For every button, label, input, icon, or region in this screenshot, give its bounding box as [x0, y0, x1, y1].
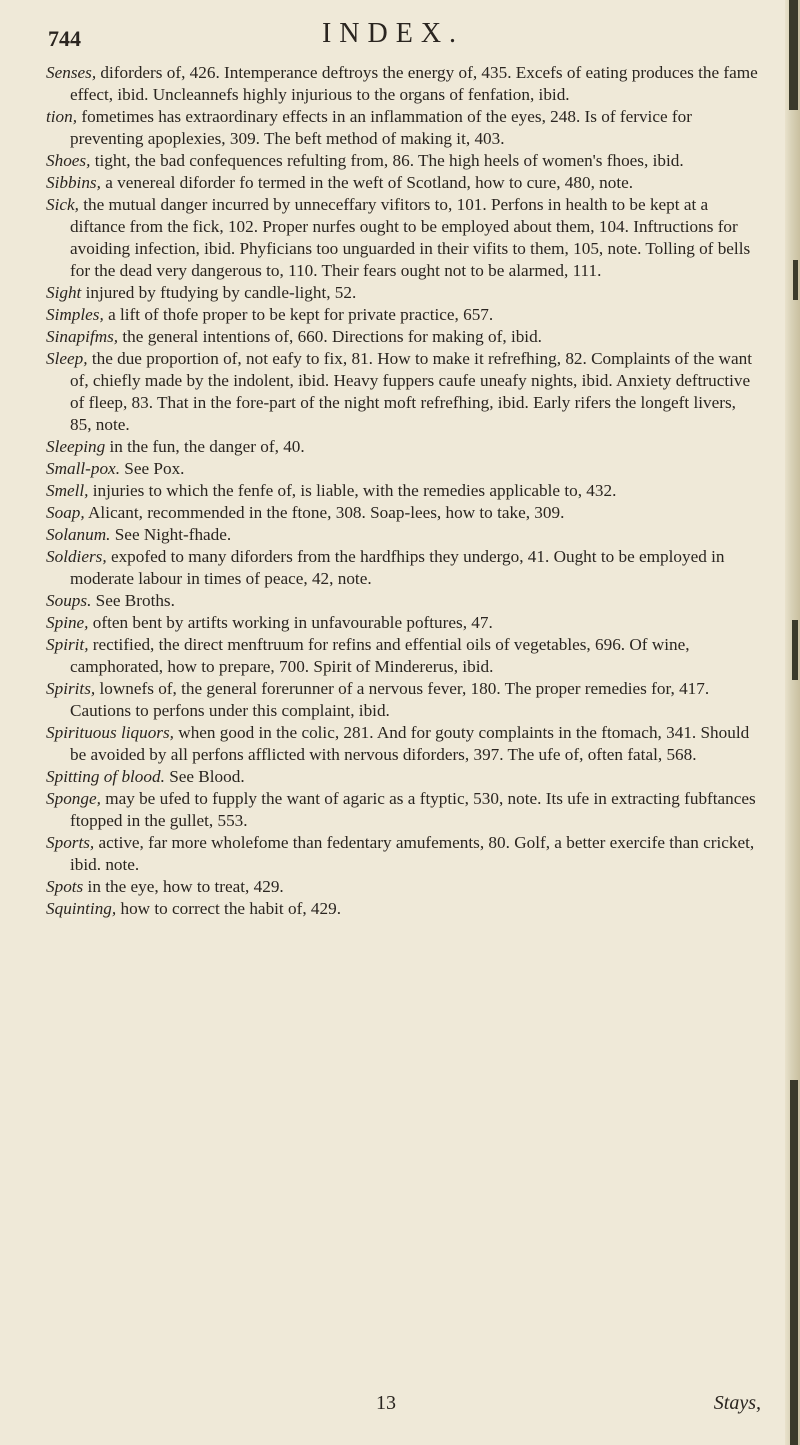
entry-text: may be ufed to fupply the want of agaric as a ftyptic, 530, note. Its ufe in extracting fubftances ftopped in the gullet, 553. [70, 789, 756, 830]
entry-heading: Simples, [46, 305, 104, 324]
index-entry [46, 612, 761, 634]
entry-text: See Broths. [91, 591, 175, 610]
index-entry [46, 304, 761, 326]
entry-text: expofed to many diforders from the hardfhips they undergo, 41. Ought to be employed in moderate labour in times of peace, 42, note. [70, 547, 725, 588]
entry-heading: Shoes, [46, 151, 91, 170]
page-header [48, 18, 738, 54]
entry-text: See Blood. [164, 767, 245, 786]
entry-text: diforders of, 426. Intemperance deftroys the energy of, 435. Excefs of eating produces the fame effect, ibid. Uncleannefs highly injurious to the organs of fenfation, ibid. [70, 63, 758, 104]
index-entry [46, 436, 761, 458]
entry-heading: Spirits, [46, 679, 96, 698]
entry-text: often bent by artifts working in unfavourable poftures, 47. [88, 613, 493, 632]
index-entry [46, 546, 761, 590]
entry-heading: Sleep, [46, 349, 88, 368]
entry-heading: Sleeping [46, 437, 106, 456]
index-entry [46, 788, 761, 832]
page-number: 744 [48, 26, 81, 51]
index-entry [46, 634, 761, 678]
page-title: INDEX. [321, 18, 465, 49]
entry-text: See Pox. [120, 459, 185, 478]
entry-heading: Squinting, [46, 899, 117, 918]
signature-mark: 13 [376, 1392, 396, 1414]
index-entry [46, 722, 761, 766]
entry-heading: Smell, [46, 481, 89, 500]
index-entry [46, 282, 761, 304]
entry-text: injuries to which the fenfe of, is liable, with the remedies applicable to, 432. [88, 481, 617, 500]
index-entry [46, 678, 761, 722]
entry-text: Alicant, recommended in the ftone, 308. Soap-lees, how to take, 309. [84, 503, 565, 522]
entry-text: the general intentions of, 660. Directions for making of, ibid. [118, 327, 542, 346]
entry-text: a lift of thofe proper to be kept for private practice, 657. [103, 305, 494, 324]
entry-heading: Sick, [46, 195, 79, 214]
entry-heading: Sibbins, [46, 173, 101, 192]
index-entry [46, 194, 761, 282]
entry-text: how to correct the habit of, 429. [116, 899, 341, 918]
entry-heading: Soap, [46, 503, 85, 522]
index-entry [46, 150, 761, 172]
entry-text: the mutual danger incurred by unneceffary vifitors to, 101. Perfons in health to be kept at a diftance from the fick, 102. Proper nurfes ought to be employed about them, 104. Inftructions for avoiding infection, ibid. Phyficians too unguarded in their vifits to them, 105, note. Tolling of bells for the dead very dangerous to, 110. Their fears ought not to be alarmed, 111. [70, 195, 751, 280]
entry-text: the due proportion of, not eafy to fix, 81. How to make it refrefhing, 82. Complaints of the want of, chiefly made by the indolent, ibid. Heavy fuppers caufe uneafy nights, ibid. Anxiety deftructive of fleep, 83. That in the fore-part of the night moft refrefhing, ibid. Early rifers the longeft livers, 85, note. [70, 349, 752, 434]
entry-heading: Spots [46, 877, 84, 896]
entry-text: in the eye, how to treat, 429. [83, 877, 284, 896]
entry-heading: Spine, [46, 613, 89, 632]
entry-heading: Soups. [46, 591, 92, 610]
entry-text: fometimes has extraordinary effects in an inflammation of the eyes, 248. Is of fervice for preventing apoplexies, 309. The beft method of making it, 403. [70, 107, 692, 148]
index-entry [46, 876, 761, 898]
entry-text: active, far more wholefome than fedentary amufements, 80. Golf, a better exercife than cricket, ibid. note. [70, 833, 755, 874]
entry-heading: Sports, [46, 833, 95, 852]
index-entry [46, 898, 761, 920]
entry-heading: Senses, [46, 63, 97, 82]
entry-heading: Solanum. [46, 525, 111, 544]
entry-text: a venereal diforder fo termed in the weft of Scotland, how to cure, 480, note. [100, 173, 634, 192]
catchword: Stays, [713, 1392, 761, 1414]
index-entries [46, 62, 761, 920]
index-entry [46, 832, 761, 876]
index-entry [46, 106, 761, 150]
entry-text: See Night-fhade. [110, 525, 232, 544]
index-entry [46, 326, 761, 348]
entry-heading: Spitting of blood. [46, 767, 165, 786]
entry-text: rectified, the direct menftruum for refins and effential oils of vegetables, 696. Of wine, camphorated, how to prepare, 700. Spirit of Mindererus, ibid. [70, 635, 690, 676]
index-entry [46, 590, 761, 612]
entry-heading: Sinapifms, [46, 327, 119, 346]
entry-text: lownefs of, the general forerunner of a nervous fever, 180. The proper remedies for, 417. Cautions to perfons under this complaint, ibid. [70, 679, 710, 720]
entry-text: tight, the bad confequences refulting from, 86. The high heels of women's fhoes, ibid. [90, 151, 684, 170]
entry-heading: Sight [46, 283, 82, 302]
entry-heading: tion, [46, 107, 78, 126]
index-entry [46, 62, 761, 106]
entry-heading: Sponge, [46, 789, 101, 808]
book-edge [785, 0, 800, 1445]
index-entry [46, 348, 761, 436]
entry-heading: Spirituous liquors, [46, 723, 174, 742]
page-footer [46, 1392, 761, 1422]
entry-heading: Spirit, [46, 635, 89, 654]
index-entry [46, 524, 761, 546]
entry-heading: Small-pox. [46, 459, 120, 478]
index-entry [46, 458, 761, 480]
entry-text: when good in the colic, 281. And for gouty complaints in the ftomach, 341. Should be avoided by all perfons afflicted with nervous diforders, 397. The ufe of, often fatal, 568. [70, 723, 750, 764]
entry-text: injured by ftudying by candle-light, 52. [81, 283, 357, 302]
index-entry [46, 502, 761, 524]
entry-text: in the fun, the danger of, 40. [105, 437, 305, 456]
index-entry [46, 172, 761, 194]
entry-heading: Soldiers, [46, 547, 107, 566]
index-entry [46, 480, 761, 502]
index-entry [46, 766, 761, 788]
